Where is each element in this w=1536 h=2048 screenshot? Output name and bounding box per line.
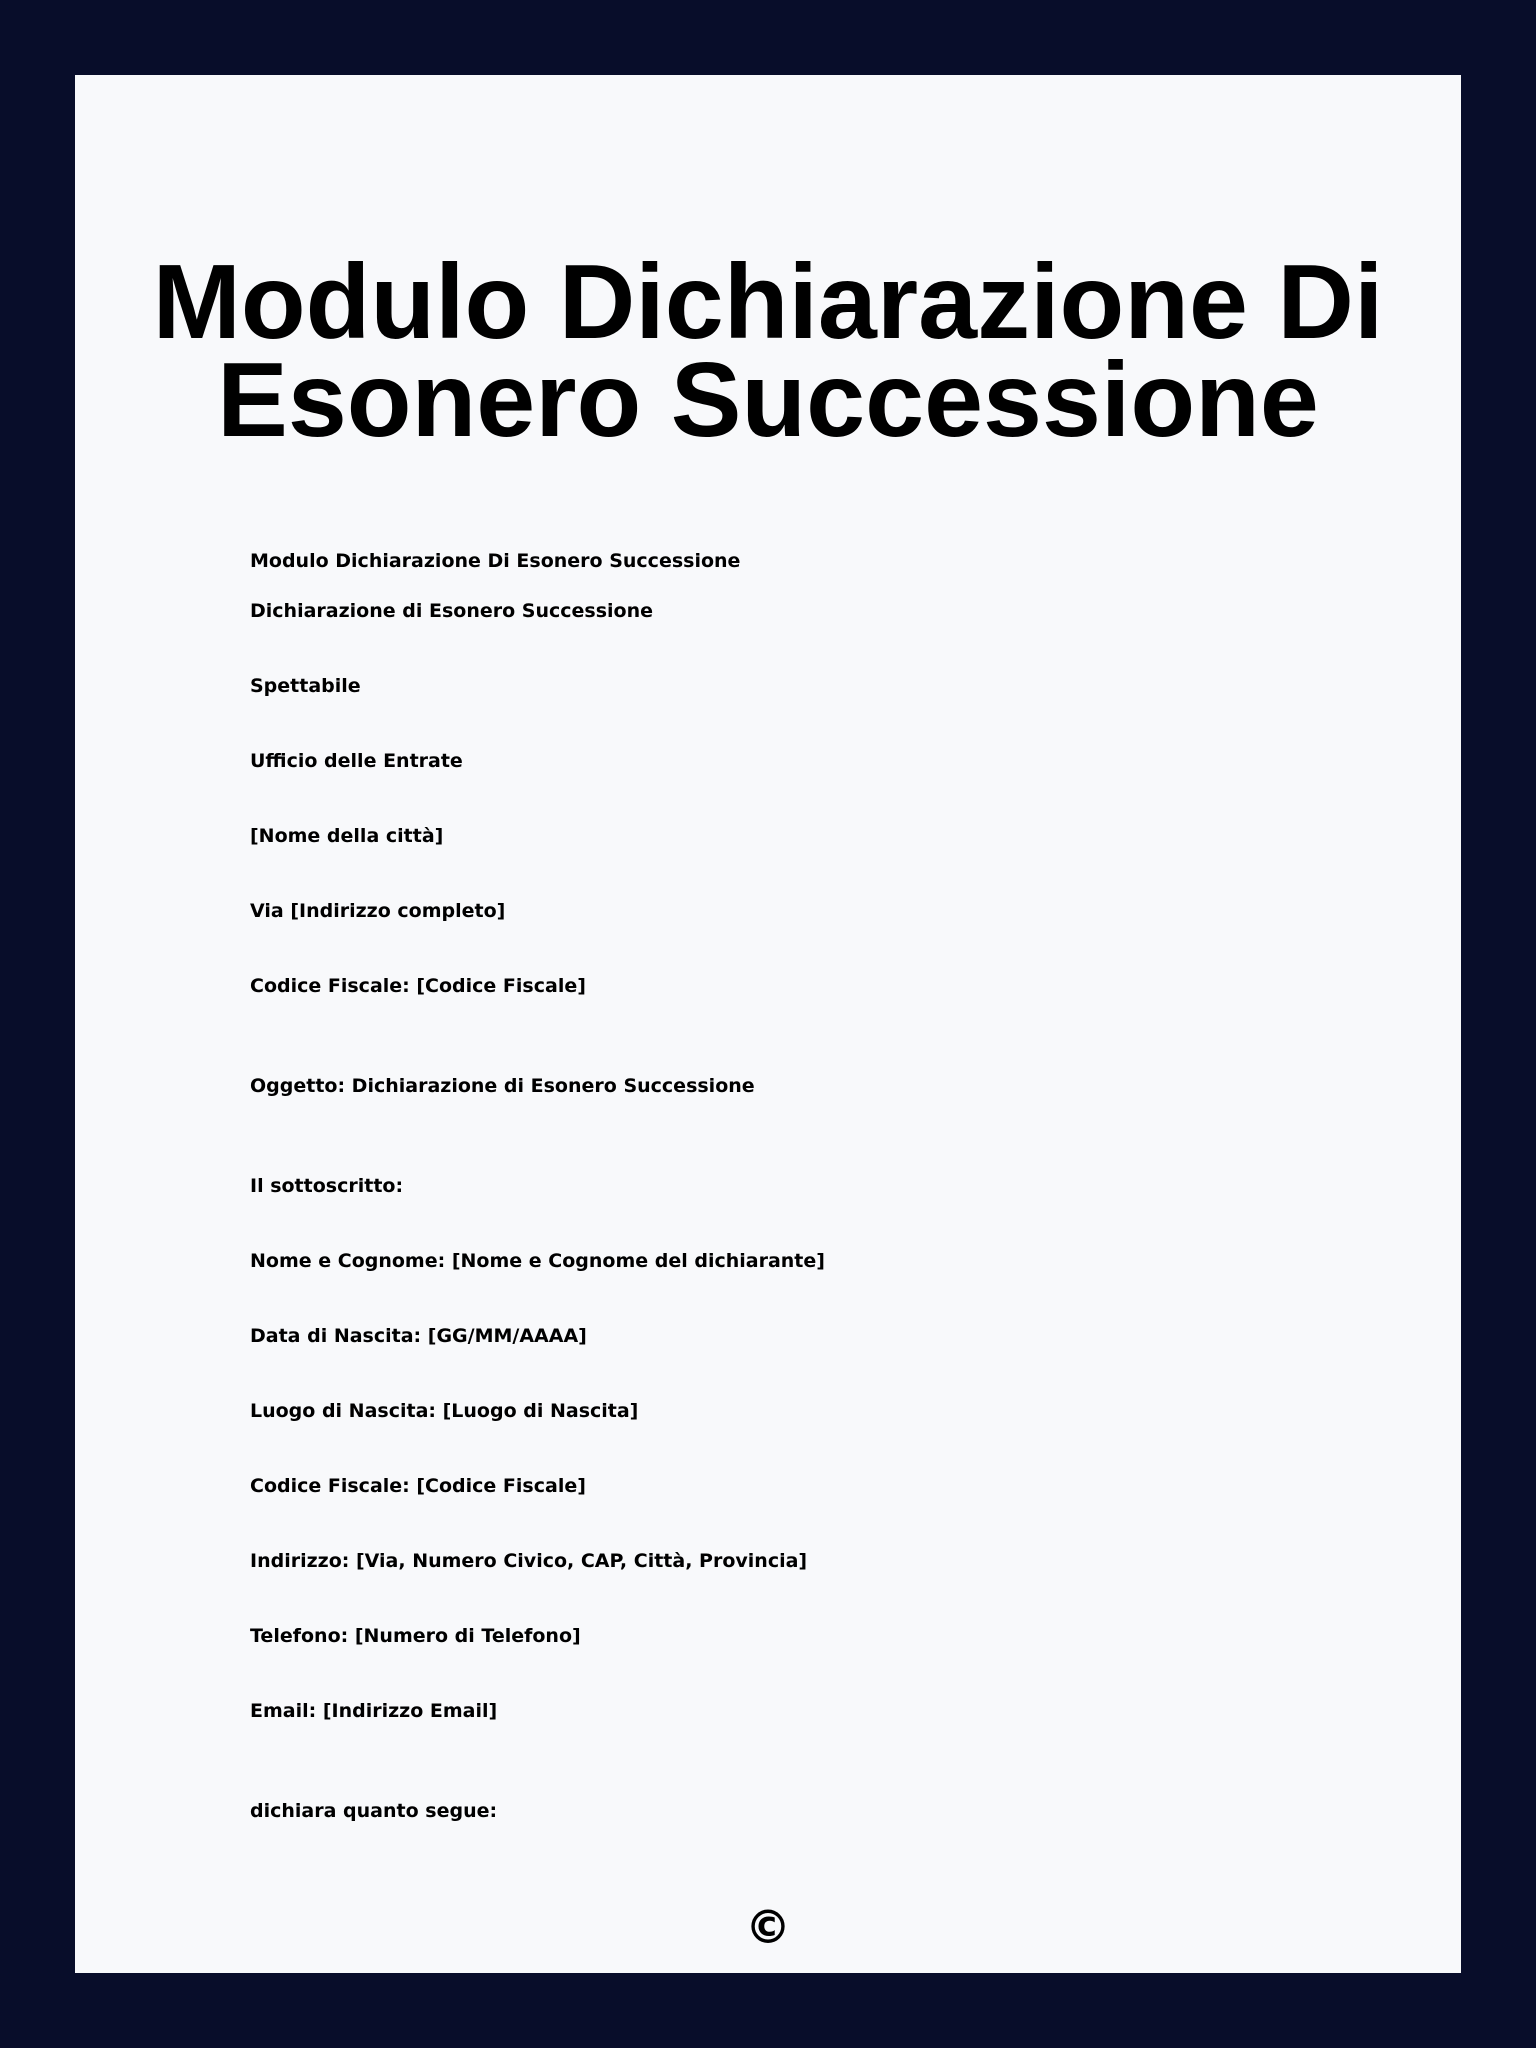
copyright-icon: © [745,1900,791,1954]
recipient-address: Via [Indirizzo completo] [250,900,506,922]
declarant-birth-place-field: Luogo di Nascita: [Luogo di Nascita] [250,1400,639,1422]
subject-line: Oggetto: Dichiarazione di Esonero Successione [250,1075,755,1097]
document-title: Modulo Dichiarazione Di Esonero Successione [152,243,1384,459]
declarant-phone-field: Telefono: [Numero di Telefono] [250,1625,581,1647]
declarant-birth-date-field: Data di Nascita: [GG/MM/AAAA] [250,1325,587,1347]
document-subheading-line: Dichiarazione di Esonero Successione [250,600,653,622]
document-page [75,75,1461,1973]
declarant-fiscal-code-field: Codice Fiscale: [Codice Fiscale] [250,1475,586,1497]
declarant-email-field: Email: [Indirizzo Email] [250,1700,498,1722]
declaration-intro: dichiara quanto segue: [250,1800,498,1822]
recipient-city: [Nome della città] [250,825,444,847]
declarant-name-field: Nome e Cognome: [Nome e Cognome del dichiarante] [250,1250,825,1272]
document-heading-line: Modulo Dichiarazione Di Esonero Successione [250,550,741,572]
declarant-address-field: Indirizzo: [Via, Numero Civico, CAP, Città, Provincia] [250,1550,808,1572]
recipient-salutation: Spettabile [250,675,361,697]
declarant-intro: Il sottoscritto: [250,1175,404,1197]
recipient-fiscal-code: Codice Fiscale: [Codice Fiscale] [250,975,586,997]
recipient-office: Ufficio delle Entrate [250,750,463,772]
